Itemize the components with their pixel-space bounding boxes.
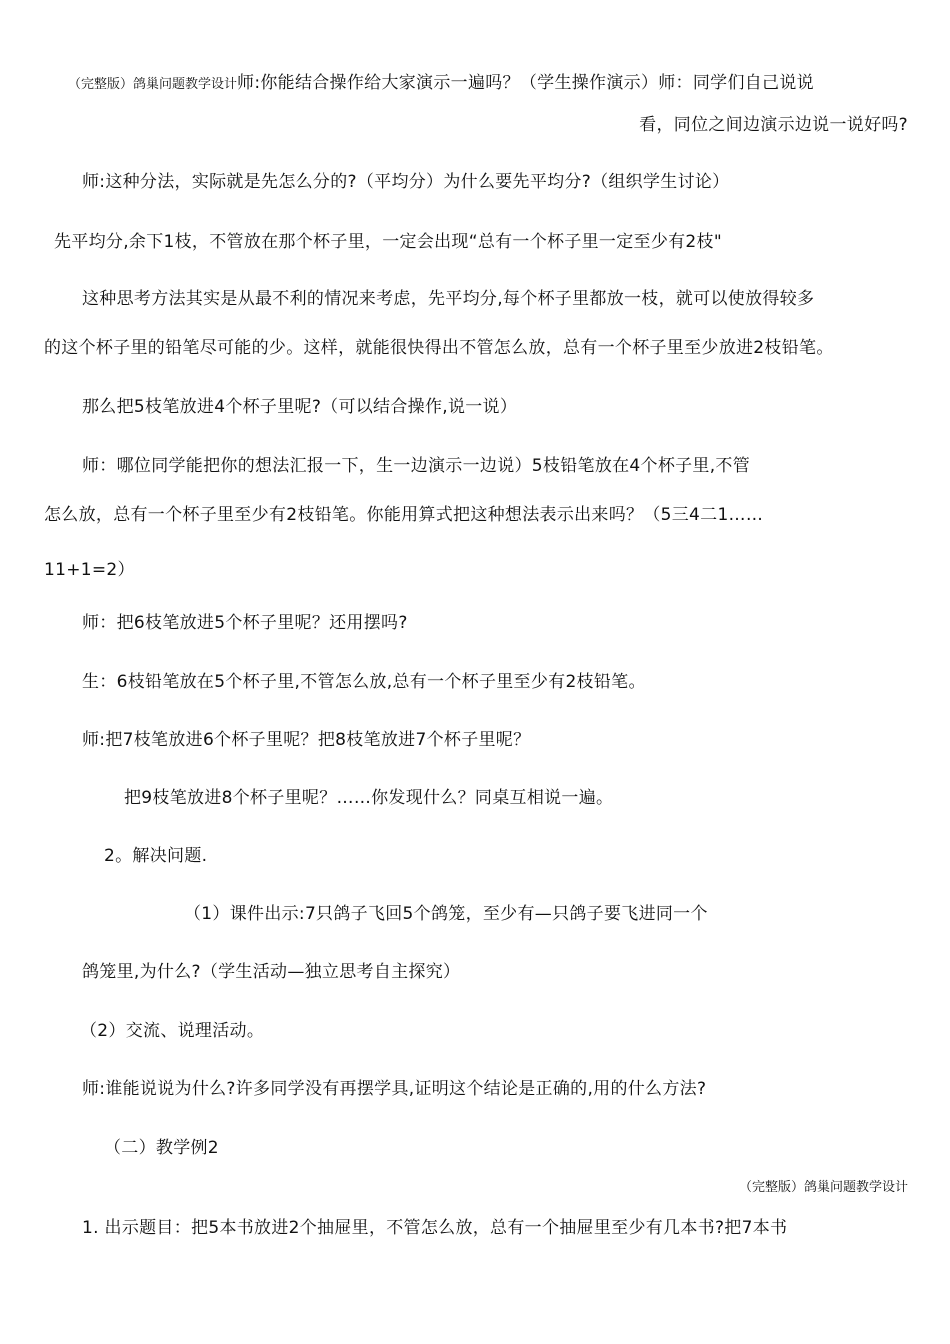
paragraph-line: 先平均分,余下1枝，不管放在那个杯子里，一定会出现“总有一个杯子里一定至少有2枝" xyxy=(54,232,722,252)
paragraph-line: 师:你能结合操作给大家演示一遍吗？（学生操作演示）师：同学们自己说说 xyxy=(237,73,814,93)
paragraph-line: 1. 出示题目：把5本书放进2个抽屉里，不管怎么放，总有一个抽屉里至少有几本书?把7本书 xyxy=(82,1218,788,1238)
header-title: （完整版）鸽巢问题教学设计 xyxy=(68,77,238,92)
footer-title: （完整版）鸽巢问题教学设计 xyxy=(738,1180,908,1195)
first-line xyxy=(68,72,814,96)
paragraph-line: 看，同位之间边演示边说一说好吗? xyxy=(639,115,908,135)
paragraph-line: 鸽笼里,为什么?（学生活动—独立思考自主探究） xyxy=(82,962,461,982)
paragraph-line: （2）交流、说理活动。 xyxy=(80,1021,265,1041)
paragraph-line: 这种思考方法其实是从最不利的情况来考虑，先平均分,每个杯子里都放一枝，就可以使放得较多 xyxy=(82,289,815,309)
paragraph-line: 11+1=2） xyxy=(44,560,135,580)
paragraph-line: 把9枝笔放进8个杯子里呢？……你发现什么？同桌互相说一遍。 xyxy=(124,788,614,808)
section-heading: （二）教学例2 xyxy=(104,1138,219,1158)
paragraph-line: 生：6枝铅笔放在5个杯子里,不管怎么放,总有一个杯子里至少有2枝铅笔。 xyxy=(82,672,646,692)
section-heading: 2。解决问题. xyxy=(104,846,208,866)
paragraph-line: 师：把6枝笔放进5个杯子里呢？还用摆吗? xyxy=(82,613,408,633)
paragraph-line: 师：哪位同学能把你的想法汇报一下，生一边演示一边说）5枝铅笔放在4个杯子里,不管 xyxy=(82,456,751,476)
paragraph-line: 师:谁能说说为什么?许多同学没有再摆学具,证明这个结论是正确的,用的什么方法? xyxy=(82,1079,707,1099)
paragraph-line: 师:把7枝笔放进6个杯子里呢？把8枝笔放进7个杯子里呢？ xyxy=(82,730,531,750)
paragraph-line: 的这个杯子里的铅笔尽可能的少。这样，就能很快得出不管怎么放，总有一个杯子里至少放进2枝铅笔。 xyxy=(44,338,834,358)
paragraph-line: 那么把5枝笔放进4个杯子里呢?（可以结合操作,说一说） xyxy=(82,397,518,417)
paragraph-line: 怎么放，总有一个杯子里至少有2枝铅笔。你能用算式把这种想法表示出来吗？（5三4二1…… xyxy=(44,505,764,525)
paragraph-line: （1）课件出示:7只鸽子飞回5个鸽笼，至少有—只鸽子要飞进同一个 xyxy=(184,904,708,924)
paragraph-line: 师:这种分法，实际就是先怎么分的?（平均分）为什么要先平均分?（组织学生讨论） xyxy=(82,172,730,192)
